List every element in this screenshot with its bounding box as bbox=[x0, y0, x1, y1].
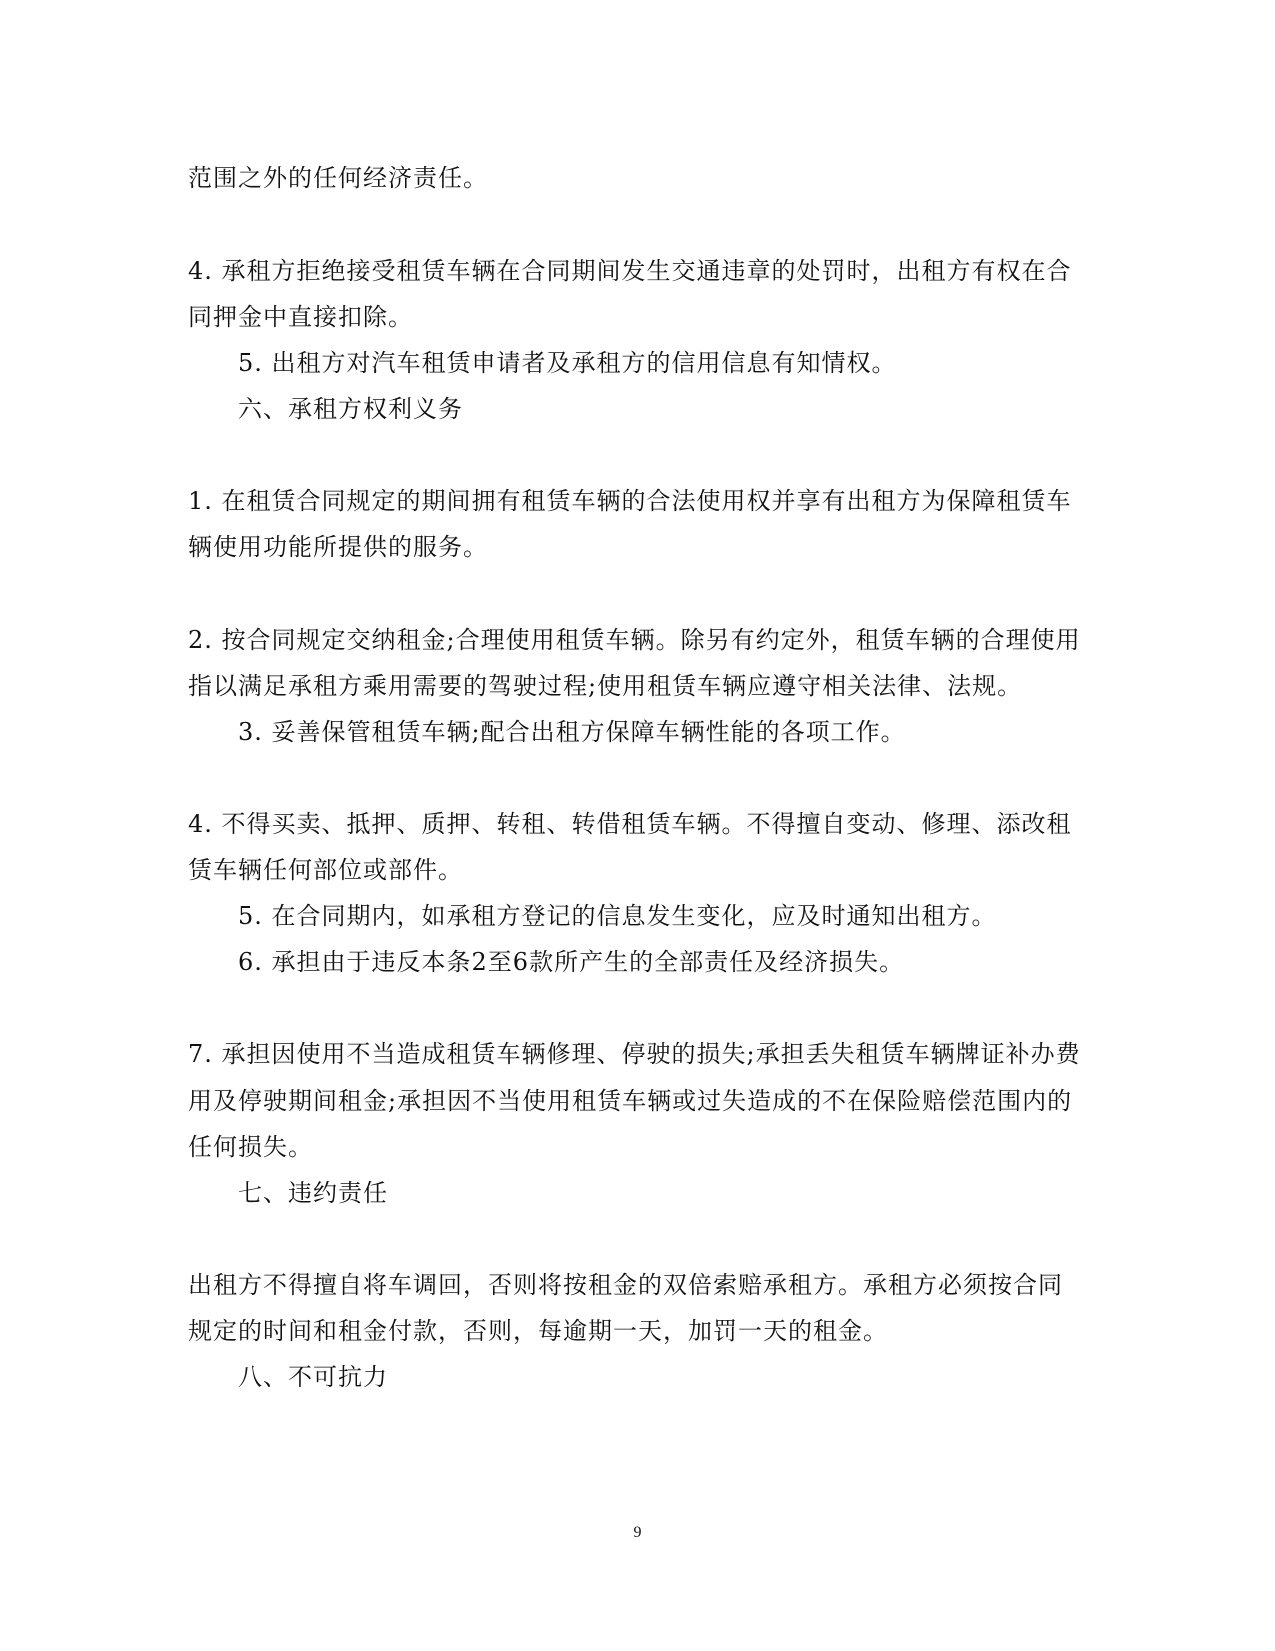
page-number: 9 bbox=[633, 1524, 642, 1541]
text-line: 出租方不得擅自将车调回，否则将按租金的双倍索赔承租方。承租方必须按合同 bbox=[188, 1271, 1063, 1299]
section-heading: 七、违约责任 bbox=[238, 1179, 388, 1207]
text-line: 3. 妥善保管租赁车辆;配合出租方保障车辆性能的各项工作。 bbox=[238, 718, 906, 746]
text-line: 5. 在合同期内，如承租方登记的信息发生变化，应及时通知出租方。 bbox=[238, 902, 997, 930]
text-line: 范围之外的任何经济责任。 bbox=[188, 164, 488, 192]
text-line: 6. 承担由于违反本条2至6款所产生的全部责任及经济损失。 bbox=[238, 948, 905, 976]
text-line: 用及停驶期间租金;承担因不当使用租赁车辆或过失造成的不在保险赔偿范围内的 bbox=[188, 1087, 1073, 1115]
text-line: 7. 承担因使用不当造成租赁车辆修理、停驶的损失;承担丢失租赁车辆牌证补办费 bbox=[188, 1040, 1081, 1068]
text-line: 同押金中直接扣除。 bbox=[188, 303, 413, 331]
text-line: 2. 按合同规定交纳租金;合理使用租赁车辆。除另有约定外，租赁车辆的合理使用 bbox=[188, 626, 1081, 654]
text-line: 任何损失。 bbox=[188, 1133, 313, 1161]
text-line: 赁车辆任何部位或部件。 bbox=[188, 856, 463, 884]
text-line: 4. 不得买卖、抵押、质押、转租、转借租赁车辆。不得擅自变动、修理、添改租 bbox=[188, 810, 1072, 838]
text-line: 1. 在租赁合同规定的期间拥有租赁车辆的合法使用权并享有出租方为保障租赁车 bbox=[188, 487, 1072, 515]
text-line: 辆使用功能所提供的服务。 bbox=[188, 533, 488, 561]
text-line: 规定的时间和租金付款，否则，每逾期一天，加罚一天的租金。 bbox=[188, 1317, 888, 1345]
text-line: 4. 承租方拒绝接受租赁车辆在合同期间发生交通违章的处罚时，出租方有权在合 bbox=[188, 257, 1072, 285]
text-line: 5. 出租方对汽车租赁申请者及承租方的信用信息有知情权。 bbox=[238, 349, 897, 377]
section-heading: 八、不可抗力 bbox=[238, 1363, 388, 1391]
text-line: 指以满足承租方乘用需要的驾驶过程;使用租赁车辆应遵守相关法律、法规。 bbox=[188, 672, 1023, 700]
section-heading: 六、承租方权利义务 bbox=[238, 395, 463, 423]
